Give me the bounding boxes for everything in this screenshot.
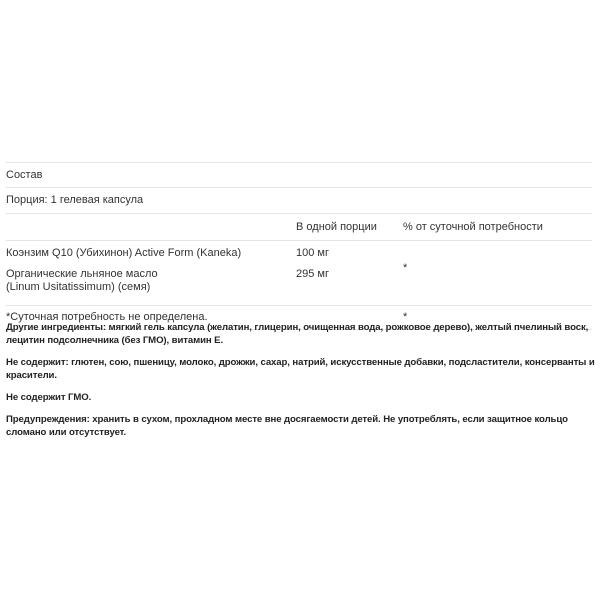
footnote: *Суточная потребность не определена. xyxy=(6,311,208,323)
column-header-name xyxy=(6,221,296,240)
ingredient-name-latin: (Linum Usitatissimum) (семя) xyxy=(6,281,151,293)
other-ingredients: Другие ингредиенты: мягкий гель капсула (желатин, глицерин, очищенная вода, рожковое дерево), желтый пчелиный воск, лецитин подсолнечника (без ГМО), витамин E. xyxy=(6,322,589,346)
serving-size: Порция: 1 гелевая капсула xyxy=(6,194,144,206)
ingredients-row xyxy=(6,240,592,305)
header-row xyxy=(6,213,592,240)
gmo-free: Не содержит ГМО. xyxy=(6,392,92,403)
ingredient-name: Коэнзим Q10 (Убихинон) Active Form (Kaneka) xyxy=(6,247,242,259)
footnote-daily-value: * xyxy=(403,311,408,323)
daily-value: * xyxy=(403,262,408,274)
ingredient-name: Органические льняное масло xyxy=(6,268,158,280)
product-notes xyxy=(6,321,596,448)
supplement-facts-table xyxy=(6,162,592,330)
warnings: Предупреждения: хранить в сухом, прохладном месте вне досягаемости детей. Не употреблять, если защитное кольцо сломано или отсутствует. xyxy=(6,414,568,438)
serving-row xyxy=(6,187,592,213)
column-header-amount: В одной порции xyxy=(296,221,377,233)
table-title: Состав xyxy=(6,169,43,181)
table-title-row xyxy=(6,162,592,187)
free-from: Не содержит: глютен, сою, пшеницу, молоко, дрожжи, сахар, натрий, искусственные добавки, подсластители, консерванты и красители. xyxy=(6,357,595,381)
ingredient-amount: 100 мг xyxy=(296,247,329,259)
ingredient-amount: 295 мг xyxy=(296,268,329,280)
column-header-daily-value: % от суточной потребности xyxy=(403,221,543,233)
